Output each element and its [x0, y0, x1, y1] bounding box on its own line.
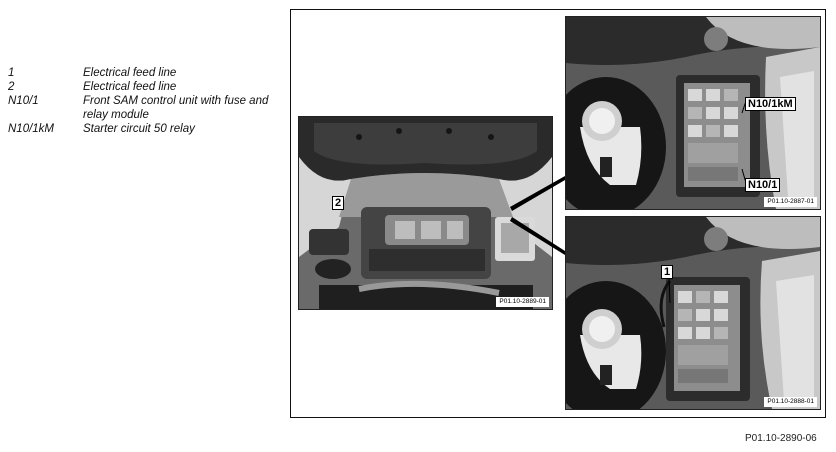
photo-code: P01.10-2889-01: [496, 297, 549, 307]
legend-item: [8, 94, 278, 122]
fuse-box-detail-photo-bottom: [565, 216, 821, 410]
legend-item: [8, 66, 278, 80]
legend-item: [8, 122, 278, 136]
figure-code: P01.10-2890-06: [745, 433, 817, 444]
photo-code: P01.10-2888-01: [764, 397, 817, 407]
legend-description: Front SAM control unit with fuse and relay module: [83, 95, 269, 121]
legend-description: Starter circuit 50 relay: [83, 123, 195, 135]
callout-n10-1km: N10/1kM: [745, 97, 796, 111]
legend-key: 2: [8, 81, 15, 93]
legend: [8, 66, 278, 136]
legend-item: [8, 80, 278, 94]
fuse-box-detail-photo-top: [565, 16, 821, 210]
legend-description: Electrical feed line: [83, 67, 177, 79]
callout-2: 2: [332, 196, 344, 210]
legend-key: N10/1kM: [8, 123, 55, 135]
photo-code: P01.10-2887-01: [764, 197, 817, 207]
callout-1: 1: [661, 265, 673, 279]
legend-key: 1: [8, 67, 15, 79]
callout-n10-1: N10/1: [745, 178, 780, 192]
legend-key: N10/1: [8, 95, 39, 107]
legend-description: Electrical feed line: [83, 81, 177, 93]
engine-bay-photo: [298, 116, 553, 310]
